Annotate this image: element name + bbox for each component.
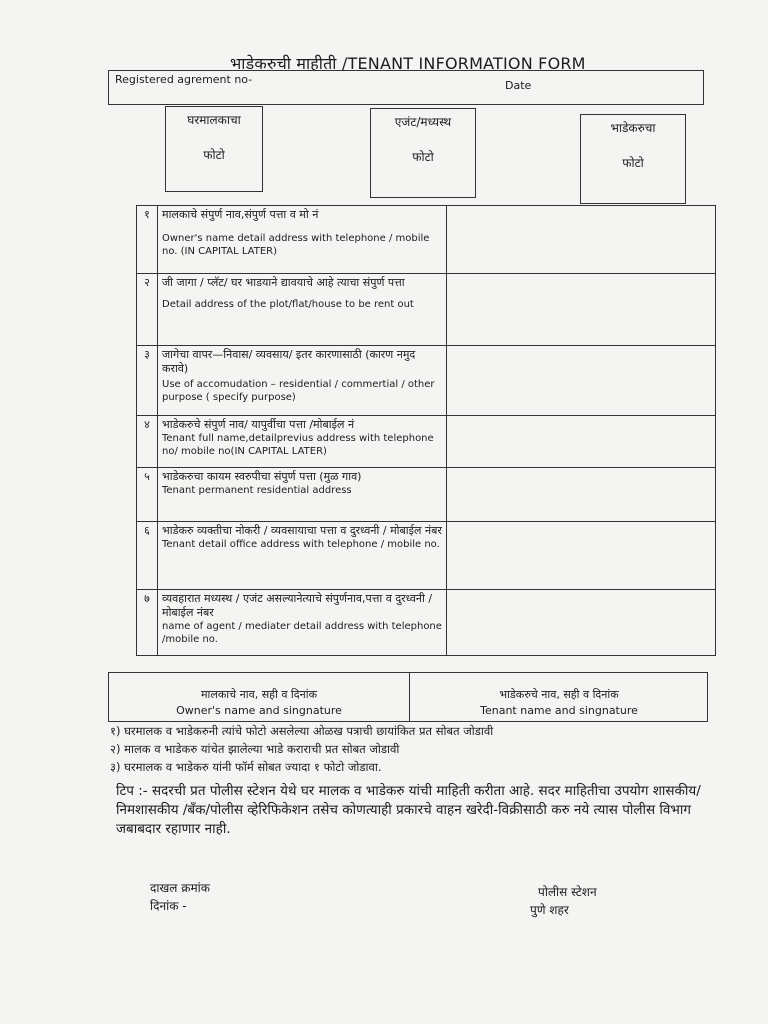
- row-label-marathi: जागेचा वापर—निवास/ व्यवसाय/ इतर कारणासाठी (कारण नमुद करावे): [162, 348, 416, 375]
- row-number: ३: [137, 346, 158, 416]
- disclaimer-tip: टिप :- सदरची प्रत पोलीस स्टेशन येथे घर मालक व भाडेकरु यांची माहिती करीता आहे. सदर माहितीचा उपयोग शासकीय/निमशासकीय /बॅंक/पोलीस व्हेरिफिकेशन तसेच कोणत्याही प्रकारचे वाहन खरेदी-विक्रीसाठी करु नये त्यास पोलीस विभाग जबाबदार रहाणार नाही.: [116, 783, 701, 837]
- form-title: भाडेकरुची माहीती /TENANT INFORMATION FORM: [230, 54, 586, 73]
- row-label: [158, 206, 447, 274]
- row-label-english: Detail address of the plot/flat/house to be rent out: [162, 299, 414, 310]
- row-value-field[interactable]: [447, 206, 716, 274]
- row-label-marathi: भाडेकरुचा कायम स्वरुपीचा संपुर्ण पत्ता (मुळ गाव): [162, 470, 362, 483]
- owner-signature-label-english: Owner's name and singnature: [176, 704, 342, 717]
- row-label: [158, 468, 447, 522]
- row-label: [158, 274, 447, 346]
- row-label: [158, 416, 447, 468]
- owner-photo-box: [165, 106, 263, 192]
- row-number: ७: [137, 590, 158, 656]
- agent-photo-text: फोटो: [412, 150, 434, 164]
- agent-photo-box: [370, 108, 476, 198]
- row-label-marathi: जी जागा / प्लॅट/ घर भाडयाने द्यावयाचे आहे त्याचा संपुर्ण पत्ता: [162, 276, 405, 289]
- table-row: [137, 468, 716, 522]
- table-row: [137, 346, 716, 416]
- tenant-photo-box: [580, 114, 686, 204]
- row-label-marathi: भाडेकरु व्यक्तीचा नोकरी / व्यवसायाचा पत्ता व दुरध्वनी / मोबाईल नंबर: [162, 524, 442, 537]
- row-label: [158, 346, 447, 416]
- tenant-signature-label-english: Tenant name and singnature: [480, 704, 638, 717]
- row-number: ४: [137, 416, 158, 468]
- row-label-marathi: भाडेकरुचे संपुर्ण नाव/ यापुर्वीचा पत्ता /मोबाईल नं: [162, 418, 355, 431]
- note-2: २) मालक व भाडेकरु यांचेत झालेल्या भाडे कराराची प्रत सोबत जोडावी: [110, 742, 400, 756]
- owner-photo-label: घरमालकाचा: [187, 113, 241, 127]
- row-number: ६: [137, 522, 158, 590]
- city-label: पुणे शहर: [530, 903, 569, 917]
- tenant-signature-field[interactable]: [409, 687, 709, 719]
- police-station-label: पोलीस स्टेशन: [538, 885, 597, 899]
- table-row: [137, 274, 716, 346]
- owner-signature-field[interactable]: [109, 687, 409, 719]
- table-row: [137, 416, 716, 468]
- row-label-english: Tenant permanent residential address: [162, 485, 352, 496]
- tenant-signature-label-marathi: भाडेकरुचे नाव, सही व दिनांक: [499, 688, 619, 701]
- entry-date-label: दिनांक -: [150, 899, 187, 913]
- tenant-photo-label: भाडेकरुचा: [610, 121, 656, 135]
- registered-agreement-label: Registered agrement no-: [115, 73, 253, 86]
- row-value-field[interactable]: [447, 416, 716, 468]
- row-label-marathi: व्यवहारात मध्यस्थ / एजंट असल्यानेत्याचे संपुर्णनाव,पत्ता व दुरध्वनी / मोबाईल नंबर: [162, 592, 433, 619]
- row-value-field[interactable]: [447, 522, 716, 590]
- owner-signature-label-marathi: मालकाचे नाव, सही व दिनांक: [200, 688, 318, 701]
- owner-photo-text: फोटो: [203, 148, 225, 162]
- table-row: [137, 590, 716, 656]
- row-label: [158, 522, 447, 590]
- row-label-marathi: मालकाचे संपुर्ण नाव,संपुर्ण पत्ता व मो नं: [162, 208, 319, 221]
- row-label-english: Tenant full name,detailprevius address with telephone no/ mobile no(IN CAPITAL LATER): [162, 433, 434, 457]
- agent-photo-label: एजंट/मध्यस्थ: [394, 115, 452, 129]
- tenant-info-table: [136, 205, 716, 656]
- signature-box: [108, 672, 708, 722]
- row-value-field[interactable]: [447, 468, 716, 522]
- row-label-english: Use of accomudation – residential / commertial / other purpose ( specify purpose): [162, 379, 435, 403]
- table-row: [137, 206, 716, 274]
- tenant-photo-text: फोटो: [622, 156, 644, 170]
- row-number: ५: [137, 468, 158, 522]
- row-value-field[interactable]: [447, 274, 716, 346]
- note-1: १) घरमालक व भाडेकरुनी त्यांचे फोटो असलेल्या ओळख पत्राची छायांकित प्रत सोबत जोडावी: [110, 724, 494, 738]
- row-label: [158, 590, 447, 656]
- date-label: Date: [505, 79, 532, 92]
- row-label-english: Tenant detail office address with telephone / mobile no.: [162, 539, 440, 550]
- row-value-field[interactable]: [447, 346, 716, 416]
- row-number: १: [137, 206, 158, 274]
- row-number: २: [137, 274, 158, 346]
- note-3: ३) घरमालक व भाडेकरु यांनी फॉर्म सोबत ज्यादा १ फोटो जोडावा.: [110, 760, 382, 774]
- agreement-header-box: [108, 70, 704, 105]
- row-label-english: name of agent / mediater detail address with telephone /mobile no.: [162, 621, 442, 645]
- row-value-field[interactable]: [447, 590, 716, 656]
- row-label-english: Owner's name detail address with telephone / mobile no. (IN CAPITAL LATER): [162, 233, 430, 257]
- entry-number-label: दाखल क्रमांक: [150, 881, 210, 895]
- table-row: [137, 522, 716, 590]
